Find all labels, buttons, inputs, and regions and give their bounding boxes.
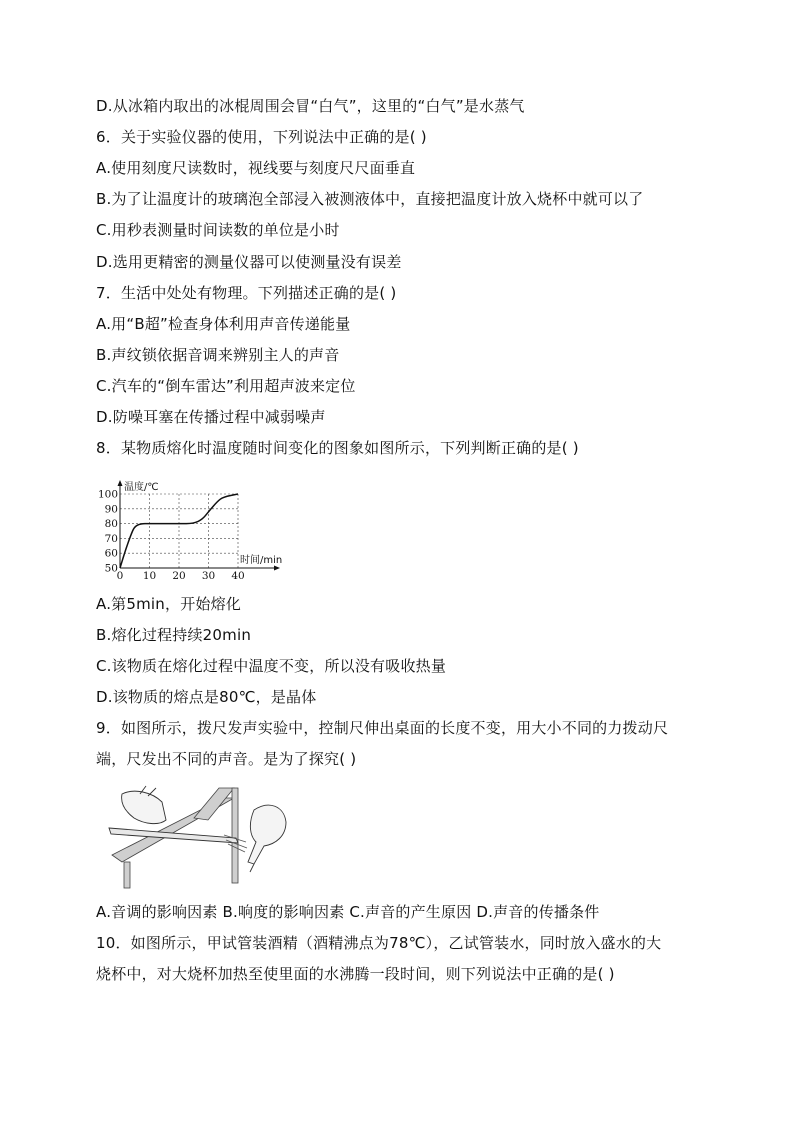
- x-tick-label: 30: [201, 570, 216, 582]
- option-6d: D.选用更精密的测量仪器可以使测量没有误差: [96, 253, 402, 271]
- x-tick-label: 0: [116, 570, 124, 582]
- option-6a: A.使用刻度尺读数时，视线要与刻度尺尺面垂直: [96, 159, 416, 177]
- question-10-line-1: 10．如图所示，甲试管装酒精（酒精沸点为78℃），乙试管装水，同时放入盛水的大: [96, 934, 662, 952]
- option-7d: D.防噪耳塞在传播过程中减弱噪声: [96, 408, 326, 426]
- ruler-pluck-illustration: [104, 780, 294, 890]
- y-tick-label: 100: [97, 488, 118, 501]
- chart-grid: [120, 494, 238, 568]
- melting-curve-chart: [97, 472, 300, 584]
- y-tick-label: 70: [104, 532, 118, 545]
- option-6b: B.为了让温度计的玻璃泡全部浸入被测液体中，直接把温度计放入烧杯中就可以了: [96, 190, 644, 208]
- y-tick-label: 80: [104, 518, 118, 531]
- x-axis-arrow: [274, 566, 280, 571]
- option-8d: D.该物质的熔点是80℃，是晶体: [96, 688, 317, 706]
- option-7b: B.声纹锁依据音调来辨别主人的声音: [96, 346, 340, 364]
- y-tick-label: 90: [104, 503, 118, 516]
- question-9-line-2: 端，尺发出不同的声音。是为了探究( ): [96, 750, 357, 768]
- question-9-line-1: 9．如图所示，拨尺发声实验中，控制尺伸出桌面的长度不变，用大小不同的力拨动尺: [96, 719, 669, 737]
- x-axis-label: 时间/min: [240, 555, 283, 566]
- option-7c: C.汽车的“倒车雷达”利用超声波来定位: [96, 377, 356, 395]
- y-tick-label: 50: [104, 562, 118, 575]
- option-5d: D.从冰箱内取出的冰棍周围会冒“白气”，这里的“白气”是水蒸气: [96, 97, 525, 115]
- question-6: 6．关于实验仪器的使用，下列说法中正确的是( ): [96, 128, 427, 146]
- x-tick-label: 20: [172, 570, 186, 582]
- option-8a: A.第5min，开始熔化: [96, 595, 241, 613]
- option-8c: C.该物质在熔化过程中温度不变，所以没有吸收热量: [96, 657, 447, 675]
- question-8: 8．某物质熔化时温度随时间变化的图象如图所示，下列判断正确的是( ): [96, 439, 579, 457]
- option-8b: B.熔化过程持续20min: [96, 626, 252, 644]
- y-axis-label: 温度/℃: [124, 482, 159, 493]
- question-10-line-2: 烧杯中，对大烧杯加热至使里面的水沸腾一段时间，则下列说法中正确的是( ): [96, 965, 615, 983]
- question-7: 7．生活中处处有物理。下列描述正确的是( ): [96, 284, 397, 302]
- chart-svg: [97, 472, 300, 584]
- x-tick-label: 10: [142, 570, 157, 582]
- y-axis-arrow: [118, 480, 123, 486]
- left-hand-icon: [122, 786, 166, 824]
- y-tick-label: 60: [104, 547, 118, 560]
- option-6c: C.用秒表测量时间读数的单位是小时: [96, 221, 340, 239]
- option-7a: A.用“B超”检查身体利用声音传递能量: [96, 315, 351, 333]
- option-9-all: A.音调的影响因素 B.响度的影响因素 C.声音的产生原因 D.声音的传播条件: [96, 903, 600, 921]
- right-hand-icon: [248, 805, 286, 872]
- x-tick-label: 40: [231, 570, 245, 582]
